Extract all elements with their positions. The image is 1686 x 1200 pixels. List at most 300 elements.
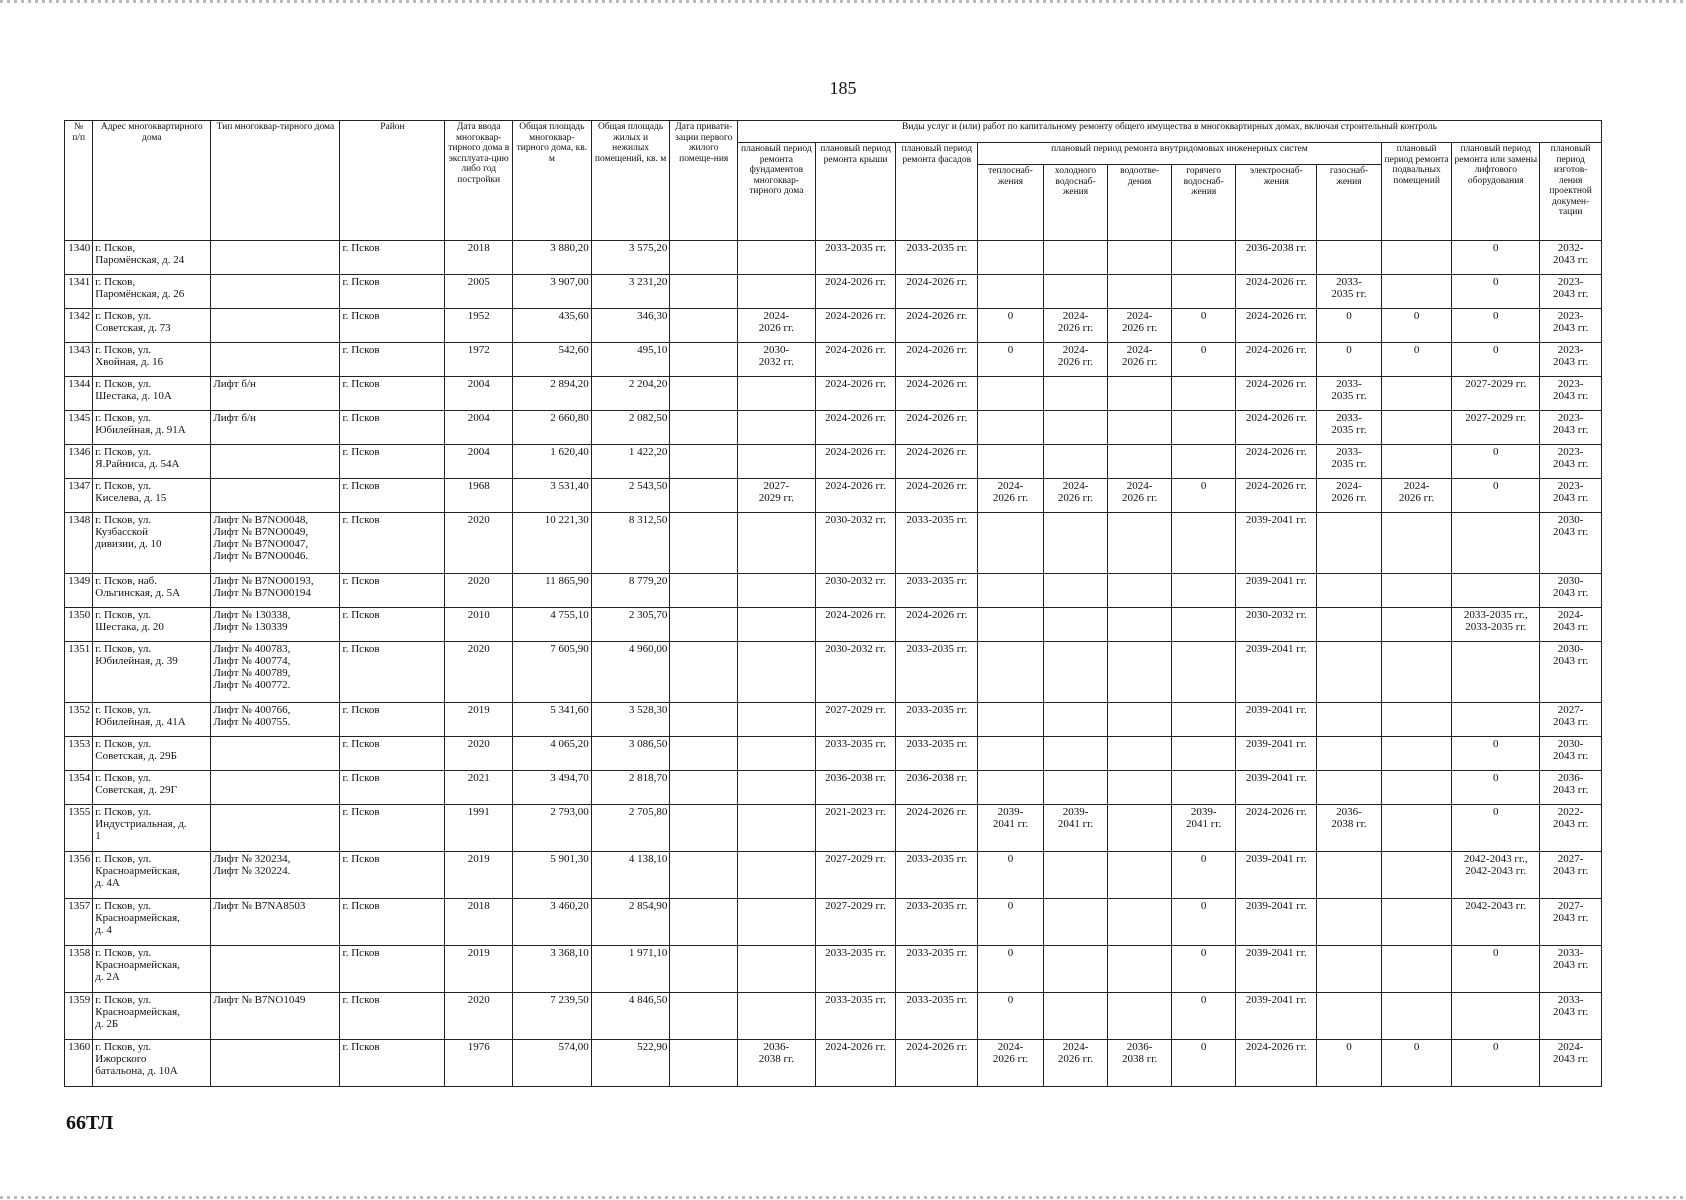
cell-sewer <box>1108 993 1172 1040</box>
cell-n: 1348 <box>65 513 93 574</box>
cell-project: 2023- 2043 гг. <box>1540 445 1602 479</box>
cell-n: 1343 <box>65 343 93 377</box>
cell-basement <box>1381 411 1452 445</box>
cell-electro: 2024-2026 гг. <box>1236 479 1317 513</box>
cell-total: 5 901,30 <box>513 852 592 899</box>
cell-sewer <box>1108 771 1172 805</box>
cell-cold <box>1043 703 1108 737</box>
cell-district: г. Псков <box>340 899 445 946</box>
cell-living: 522,90 <box>591 1040 670 1087</box>
cell-lift: 0 <box>1452 805 1540 852</box>
cell-addr: г. Псков, ул. Хвойная, д. 16 <box>93 343 211 377</box>
cell-electro: 2024-2026 гг. <box>1236 1040 1317 1087</box>
cell-district: г. Псков <box>340 241 445 275</box>
cell-cold: 2024- 2026 гг. <box>1043 1040 1108 1087</box>
table-row <box>65 1040 1602 1087</box>
cell-n: 1345 <box>65 411 93 445</box>
cell-priv <box>670 946 738 993</box>
cell-priv <box>670 852 738 899</box>
cell-gas <box>1317 241 1382 275</box>
cell-cold <box>1043 608 1108 642</box>
cell-roof: 2033-2035 гг. <box>815 241 896 275</box>
cell-priv <box>670 445 738 479</box>
cell-facade: 2033-2035 гг. <box>896 642 978 703</box>
cell-facade: 2033-2035 гг. <box>896 852 978 899</box>
cell-year: 2019 <box>445 852 513 899</box>
cell-total: 2 894,20 <box>513 377 592 411</box>
cell-type: Лифт № В7NO1049 <box>211 993 340 1040</box>
cell-roof: 2030-2032 гг. <box>815 513 896 574</box>
cell-sewer <box>1108 275 1172 309</box>
cell-type: Лифт б/н <box>211 377 340 411</box>
cell-year: 2019 <box>445 703 513 737</box>
cell-found <box>738 608 816 642</box>
cell-n: 1353 <box>65 737 93 771</box>
cell-type <box>211 946 340 993</box>
cell-heat: 0 <box>978 852 1044 899</box>
cell-found <box>738 513 816 574</box>
cell-hot: 0 <box>1171 343 1236 377</box>
cell-gas <box>1317 852 1382 899</box>
cell-gas: 0 <box>1317 309 1382 343</box>
table-row <box>65 574 1602 608</box>
cell-hot: 0 <box>1171 479 1236 513</box>
cell-priv <box>670 574 738 608</box>
cell-found: 2024- 2026 гг. <box>738 309 816 343</box>
cell-living: 3 086,50 <box>591 737 670 771</box>
cell-basement <box>1381 275 1452 309</box>
cell-type <box>211 805 340 852</box>
cell-basement <box>1381 241 1452 275</box>
header-project: плановый период изготов-ления проектной докумен-тации <box>1540 143 1602 241</box>
cell-type <box>211 343 340 377</box>
cell-priv <box>670 608 738 642</box>
cell-total: 2 793,00 <box>513 805 592 852</box>
cell-n: 1357 <box>65 899 93 946</box>
cell-sewer <box>1108 899 1172 946</box>
scan-edge-top <box>0 0 1686 3</box>
cell-facade: 2033-2035 гг. <box>896 737 978 771</box>
cell-n: 1359 <box>65 993 93 1040</box>
header-roof: плановый период ремонта крыши <box>815 143 896 241</box>
cell-electro: 2039-2041 гг. <box>1236 574 1317 608</box>
cell-cold <box>1043 737 1108 771</box>
cell-n: 1347 <box>65 479 93 513</box>
cell-priv <box>670 642 738 703</box>
table-row <box>65 377 1602 411</box>
cell-n: 1350 <box>65 608 93 642</box>
cell-cold <box>1043 993 1108 1040</box>
cell-year: 2020 <box>445 513 513 574</box>
cell-hot <box>1171 737 1236 771</box>
cell-roof: 2033-2035 гг. <box>815 993 896 1040</box>
cell-total: 3 368,10 <box>513 946 592 993</box>
cell-lift: 0 <box>1452 275 1540 309</box>
cell-electro: 2039-2041 гг. <box>1236 771 1317 805</box>
cell-lift: 0 <box>1452 1040 1540 1087</box>
cell-type: Лифт № 400766, Лифт № 400755. <box>211 703 340 737</box>
cell-type: Лифт № 400783, Лифт № 400774, Лифт № 400789, Лифт № 400772. <box>211 642 340 703</box>
cell-total: 574,00 <box>513 1040 592 1087</box>
cell-cold: 2024- 2026 гг. <box>1043 309 1108 343</box>
cell-hot <box>1171 608 1236 642</box>
table-row <box>65 703 1602 737</box>
cell-addr: г. Псков, ул. Советская, д. 29Б <box>93 737 211 771</box>
cell-facade: 2024-2026 гг. <box>896 275 978 309</box>
cell-heat <box>978 241 1044 275</box>
cell-sewer <box>1108 946 1172 993</box>
cell-living: 495,10 <box>591 343 670 377</box>
cell-type <box>211 771 340 805</box>
table-row <box>65 309 1602 343</box>
header-type: Тип многоквар-тирного дома <box>211 121 340 241</box>
cell-gas <box>1317 608 1382 642</box>
cell-electro: 2039-2041 гг. <box>1236 642 1317 703</box>
cell-gas: 2036- 2038 гг. <box>1317 805 1382 852</box>
cell-project: 2023- 2043 гг. <box>1540 309 1602 343</box>
cell-year: 2018 <box>445 899 513 946</box>
cell-addr: г. Псков, ул. Юбилейная, д. 39 <box>93 642 211 703</box>
cell-facade: 2033-2035 гг. <box>896 241 978 275</box>
cell-hot <box>1171 513 1236 574</box>
cell-electro: 2024-2026 гг. <box>1236 377 1317 411</box>
cell-addr: г. Псков, Паромёнская, д. 24 <box>93 241 211 275</box>
cell-priv <box>670 737 738 771</box>
cell-total: 3 460,20 <box>513 899 592 946</box>
cell-facade: 2024-2026 гг. <box>896 377 978 411</box>
cell-basement <box>1381 771 1452 805</box>
cell-lift: 0 <box>1452 479 1540 513</box>
cell-sewer <box>1108 642 1172 703</box>
cell-district: г. Псков <box>340 479 445 513</box>
cell-total: 7 239,50 <box>513 993 592 1040</box>
cell-heat <box>978 574 1044 608</box>
header-systems-group: плановый период ремонта внутридомовых инженерных систем <box>978 143 1382 165</box>
cell-gas: 2033- 2035 гг. <box>1317 275 1382 309</box>
cell-project: 2024- 2043 гг. <box>1540 1040 1602 1087</box>
cell-addr: г. Псков, ул. Киселева, д. 15 <box>93 479 211 513</box>
cell-facade: 2033-2035 гг. <box>896 574 978 608</box>
cell-roof: 2033-2035 гг. <box>815 737 896 771</box>
cell-district: г. Псков <box>340 513 445 574</box>
cell-cold <box>1043 574 1108 608</box>
cell-n: 1340 <box>65 241 93 275</box>
table-row <box>65 771 1602 805</box>
scan-edge-bottom <box>0 1196 1686 1199</box>
cell-facade: 2033-2035 гг. <box>896 703 978 737</box>
cell-project: 2032- 2043 гг. <box>1540 241 1602 275</box>
cell-heat: 0 <box>978 309 1044 343</box>
cell-year: 2020 <box>445 642 513 703</box>
cell-district: г. Псков <box>340 946 445 993</box>
cell-district: г. Псков <box>340 445 445 479</box>
cell-basement <box>1381 946 1452 993</box>
cell-living: 2 204,20 <box>591 377 670 411</box>
cell-gas <box>1317 703 1382 737</box>
cell-year: 2020 <box>445 737 513 771</box>
cell-basement <box>1381 445 1452 479</box>
cell-living: 3 528,30 <box>591 703 670 737</box>
cell-project: 2023- 2043 гг. <box>1540 411 1602 445</box>
cell-living: 2 543,50 <box>591 479 670 513</box>
cell-basement <box>1381 852 1452 899</box>
cell-gas <box>1317 737 1382 771</box>
cell-priv <box>670 309 738 343</box>
cell-living: 2 082,50 <box>591 411 670 445</box>
table-row <box>65 852 1602 899</box>
cell-living: 2 818,70 <box>591 771 670 805</box>
cell-cold <box>1043 241 1108 275</box>
header-living-area: Общая площадь жилых и нежилых помещений, кв. м <box>591 121 670 241</box>
cell-n: 1341 <box>65 275 93 309</box>
cell-found <box>738 899 816 946</box>
header-basement: плановый период ремонта подвальных помещений <box>1381 143 1452 241</box>
cell-basement: 0 <box>1381 1040 1452 1087</box>
cell-heat: 2024- 2026 гг. <box>978 1040 1044 1087</box>
cell-sewer <box>1108 703 1172 737</box>
cell-project: 2027- 2043 гг. <box>1540 899 1602 946</box>
cell-gas: 2033- 2035 гг. <box>1317 411 1382 445</box>
cell-gas: 2024- 2026 гг. <box>1317 479 1382 513</box>
cell-cold: 2024- 2026 гг. <box>1043 343 1108 377</box>
table-row <box>65 343 1602 377</box>
cell-addr: г. Псков, ул. Красноармейская, д. 4А <box>93 852 211 899</box>
cell-district: г. Псков <box>340 737 445 771</box>
cell-n: 1342 <box>65 309 93 343</box>
cell-found: 2030- 2032 гг. <box>738 343 816 377</box>
cell-priv <box>670 513 738 574</box>
cell-facade: 2033-2035 гг. <box>896 513 978 574</box>
cell-found <box>738 946 816 993</box>
cell-facade: 2024-2026 гг. <box>896 479 978 513</box>
cell-basement <box>1381 899 1452 946</box>
cell-hot: 0 <box>1171 899 1236 946</box>
cell-heat <box>978 642 1044 703</box>
header-total-area: Общая площадь многоквар-тирного дома, кв. м <box>513 121 592 241</box>
cell-addr: г. Псков, ул. Ижорского батальона, д. 10А <box>93 1040 211 1087</box>
header-year: Дата ввода многоквар-тирного дома в эксплуата-цию либо год постройки <box>445 121 513 241</box>
cell-heat <box>978 737 1044 771</box>
cell-type: Лифт № В7NA8503 <box>211 899 340 946</box>
table-row <box>65 445 1602 479</box>
cell-type <box>211 479 340 513</box>
cell-basement <box>1381 642 1452 703</box>
cell-lift <box>1452 703 1540 737</box>
cell-addr: г. Псков, наб. Ольгинская, д. 5А <box>93 574 211 608</box>
cell-basement <box>1381 993 1452 1040</box>
cell-priv <box>670 275 738 309</box>
cell-hot <box>1171 411 1236 445</box>
cell-lift <box>1452 642 1540 703</box>
cell-heat <box>978 411 1044 445</box>
cell-gas: 0 <box>1317 1040 1382 1087</box>
cell-basement <box>1381 377 1452 411</box>
cell-living: 3 575,20 <box>591 241 670 275</box>
header-works-group: Виды услуг и (или) работ по капитальному ремонту общего имущества в многоквартирных домах, включая строительный контроль <box>738 121 1602 143</box>
cell-electro: 2024-2026 гг. <box>1236 411 1317 445</box>
cell-hot: 0 <box>1171 993 1236 1040</box>
cell-living: 4 846,50 <box>591 993 670 1040</box>
cell-district: г. Псков <box>340 993 445 1040</box>
cell-n: 1355 <box>65 805 93 852</box>
cell-hot: 0 <box>1171 1040 1236 1087</box>
cell-total: 4 755,10 <box>513 608 592 642</box>
cell-sewer <box>1108 445 1172 479</box>
cell-year: 2019 <box>445 946 513 993</box>
cell-addr: г. Псков, ул. Юбилейная, д. 91А <box>93 411 211 445</box>
cell-facade: 2024-2026 гг. <box>896 343 978 377</box>
table-row <box>65 241 1602 275</box>
cell-total: 10 221,30 <box>513 513 592 574</box>
cell-sewer <box>1108 411 1172 445</box>
cell-lift: 2027-2029 гг. <box>1452 411 1540 445</box>
cell-basement: 0 <box>1381 309 1452 343</box>
table-row <box>65 411 1602 445</box>
cell-district: г. Псков <box>340 771 445 805</box>
cell-roof: 2027-2029 гг. <box>815 703 896 737</box>
cell-cold <box>1043 642 1108 703</box>
cell-found <box>738 241 816 275</box>
cell-priv <box>670 479 738 513</box>
cell-found <box>738 642 816 703</box>
cell-gas <box>1317 513 1382 574</box>
cell-hot <box>1171 703 1236 737</box>
cell-cold <box>1043 899 1108 946</box>
cell-type <box>211 241 340 275</box>
cell-gas <box>1317 574 1382 608</box>
cell-gas <box>1317 946 1382 993</box>
cell-hot: 0 <box>1171 309 1236 343</box>
cell-lift: 2027-2029 гг. <box>1452 377 1540 411</box>
cell-found <box>738 377 816 411</box>
cell-electro: 2024-2026 гг. <box>1236 343 1317 377</box>
cell-lift: 0 <box>1452 343 1540 377</box>
cell-priv <box>670 1040 738 1087</box>
cell-roof: 2024-2026 гг. <box>815 275 896 309</box>
cell-project: 2030- 2043 гг. <box>1540 513 1602 574</box>
cell-priv <box>670 241 738 275</box>
cell-n: 1352 <box>65 703 93 737</box>
cell-roof: 2024-2026 гг. <box>815 411 896 445</box>
cell-roof: 2024-2026 гг. <box>815 608 896 642</box>
cell-gas <box>1317 771 1382 805</box>
cell-district: г. Псков <box>340 642 445 703</box>
cell-found <box>738 445 816 479</box>
cell-project: 2030- 2043 гг. <box>1540 737 1602 771</box>
cell-heat: 0 <box>978 993 1044 1040</box>
cell-year: 1976 <box>445 1040 513 1087</box>
table-row <box>65 479 1602 513</box>
cell-sewer <box>1108 608 1172 642</box>
cell-year: 2020 <box>445 993 513 1040</box>
cell-cold <box>1043 275 1108 309</box>
cell-priv <box>670 411 738 445</box>
table-row <box>65 642 1602 703</box>
cell-gas <box>1317 642 1382 703</box>
cell-found <box>738 703 816 737</box>
cell-lift <box>1452 574 1540 608</box>
cell-total: 7 605,90 <box>513 642 592 703</box>
cell-sewer <box>1108 852 1172 899</box>
header-gas: газоснаб-жения <box>1317 165 1382 241</box>
cell-n: 1360 <box>65 1040 93 1087</box>
cell-electro: 2039-2041 гг. <box>1236 993 1317 1040</box>
cell-facade: 2024-2026 гг. <box>896 608 978 642</box>
cell-lift: 0 <box>1452 241 1540 275</box>
cell-n: 1346 <box>65 445 93 479</box>
cell-cold <box>1043 377 1108 411</box>
cell-type: Лифт № 130338, Лифт № 130339 <box>211 608 340 642</box>
cell-addr: г. Псков, ул. Юбилейная, д. 41А <box>93 703 211 737</box>
cell-facade: 2024-2026 гг. <box>896 411 978 445</box>
cell-hot: 0 <box>1171 946 1236 993</box>
cell-priv <box>670 703 738 737</box>
cell-year: 2005 <box>445 275 513 309</box>
table-row <box>65 608 1602 642</box>
cell-project: 2022- 2043 гг. <box>1540 805 1602 852</box>
cell-cold: 2024- 2026 гг. <box>1043 479 1108 513</box>
cell-type <box>211 445 340 479</box>
cell-roof: 2033-2035 гг. <box>815 946 896 993</box>
cell-addr: г. Псков, ул. Советская, д. 73 <box>93 309 211 343</box>
cell-lift: 0 <box>1452 771 1540 805</box>
cell-project: 2023- 2043 гг. <box>1540 275 1602 309</box>
cell-hot <box>1171 574 1236 608</box>
footer-code: 66ТЛ <box>66 1112 114 1134</box>
cell-facade: 2036-2038 гг. <box>896 771 978 805</box>
cell-living: 3 231,20 <box>591 275 670 309</box>
cell-sewer: 2024- 2026 гг. <box>1108 343 1172 377</box>
cell-roof: 2027-2029 гг. <box>815 899 896 946</box>
cell-cold <box>1043 771 1108 805</box>
cell-type <box>211 737 340 771</box>
cell-basement <box>1381 513 1452 574</box>
cell-addr: г. Псков, ул. Красноармейская, д. 4 <box>93 899 211 946</box>
cell-facade: 2024-2026 гг. <box>896 309 978 343</box>
cell-found <box>738 805 816 852</box>
cell-electro: 2036-2038 гг. <box>1236 241 1317 275</box>
cell-project: 2030- 2043 гг. <box>1540 642 1602 703</box>
cell-total: 11 865,90 <box>513 574 592 608</box>
cell-found <box>738 411 816 445</box>
cell-electro: 2024-2026 гг. <box>1236 275 1317 309</box>
cell-priv <box>670 899 738 946</box>
cell-found <box>738 993 816 1040</box>
cell-n: 1344 <box>65 377 93 411</box>
cell-district: г. Псков <box>340 309 445 343</box>
cell-living: 1 422,20 <box>591 445 670 479</box>
cell-year: 2020 <box>445 574 513 608</box>
cell-electro: 2039-2041 гг. <box>1236 737 1317 771</box>
cell-sewer <box>1108 513 1172 574</box>
cell-roof: 2036-2038 гг. <box>815 771 896 805</box>
cell-facade: 2033-2035 гг. <box>896 993 978 1040</box>
cell-addr: г. Псков, ул. Индустриальная, д. 1 <box>93 805 211 852</box>
table-row <box>65 899 1602 946</box>
cell-lift: 0 <box>1452 445 1540 479</box>
cell-total: 542,60 <box>513 343 592 377</box>
cell-roof: 2024-2026 гг. <box>815 479 896 513</box>
cell-n: 1354 <box>65 771 93 805</box>
header-facade: плановый период ремонта фасадов <box>896 143 978 241</box>
cell-cold <box>1043 946 1108 993</box>
cell-roof: 2024-2026 гг. <box>815 445 896 479</box>
cell-project: 2023- 2043 гг. <box>1540 343 1602 377</box>
cell-district: г. Псков <box>340 343 445 377</box>
cell-found <box>738 771 816 805</box>
cell-cold <box>1043 411 1108 445</box>
cell-addr: г. Псков, ул. Красноармейская, д. 2А <box>93 946 211 993</box>
